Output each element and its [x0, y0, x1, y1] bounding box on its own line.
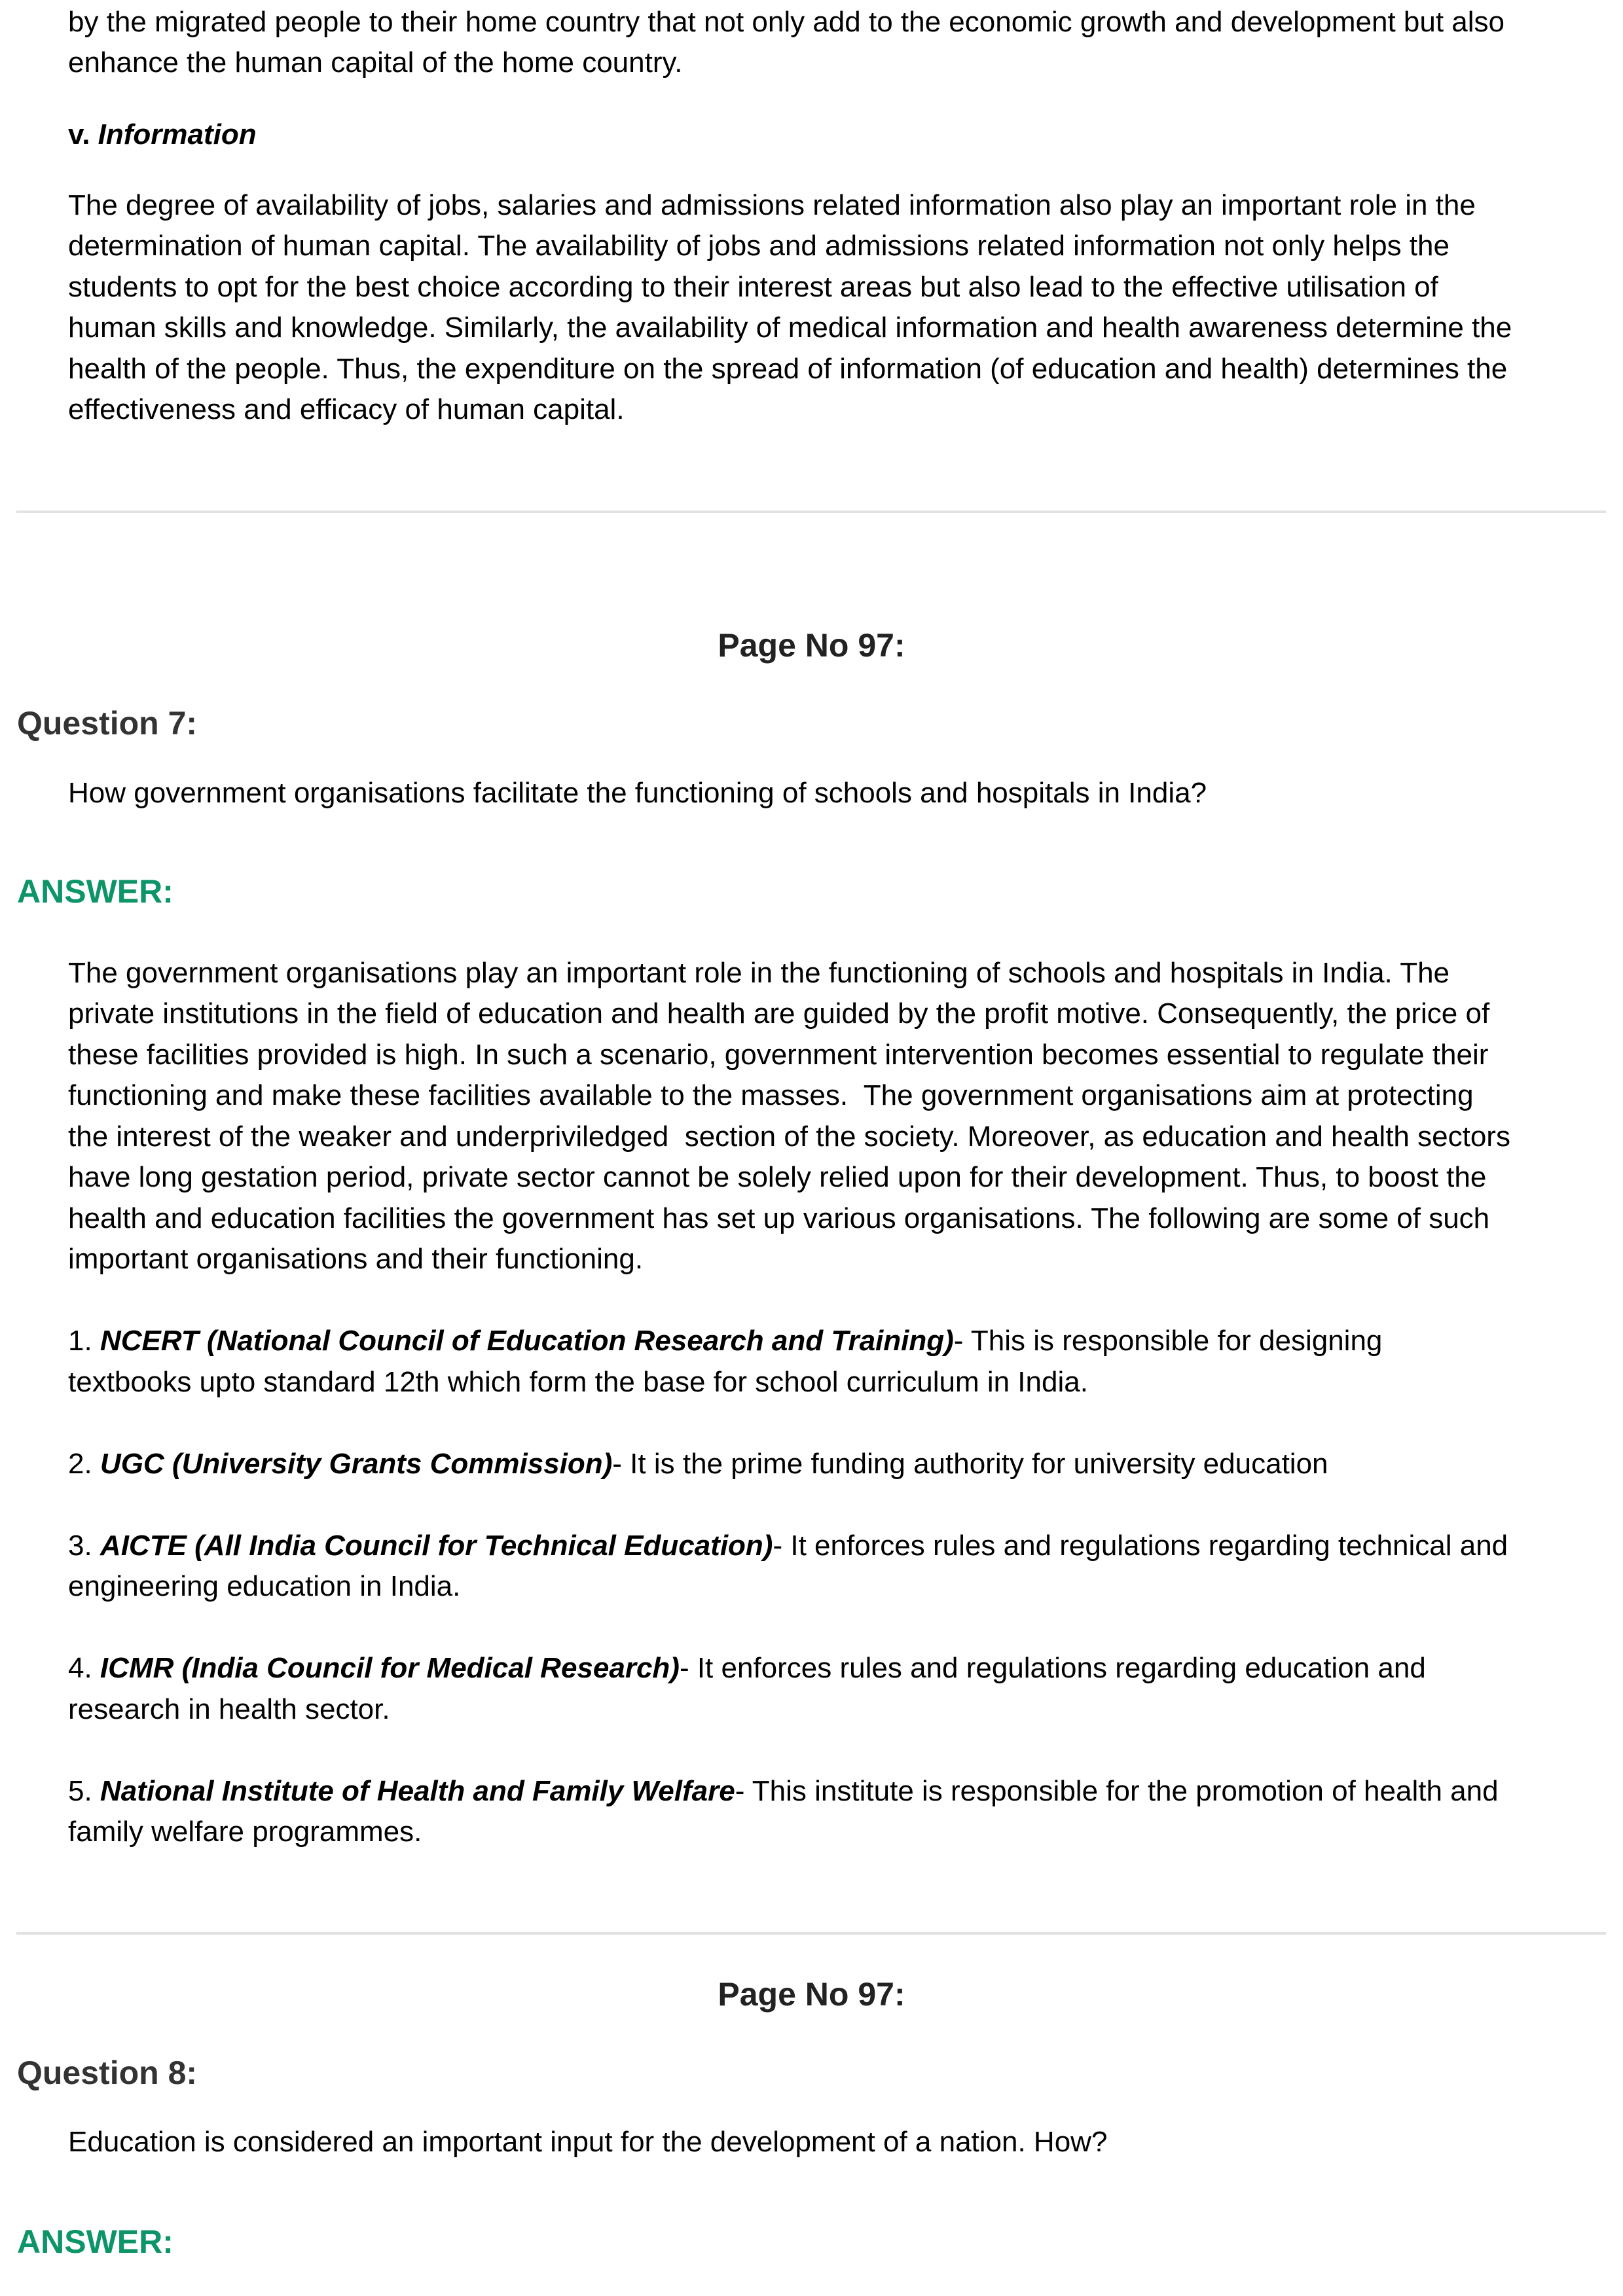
- organisation-item: [68, 1777, 1499, 1806]
- organisation-name: UGC (University Grants Commission): [100, 1448, 613, 1480]
- organisation-desc: - This is responsible for designing: [953, 1325, 1383, 1357]
- question-heading: Question 8:: [17, 2054, 198, 2091]
- organisation-desc: - It enforces rules and regulations regarding technical and: [773, 1530, 1508, 1562]
- section-number: v.: [68, 118, 98, 151]
- organisation-number: 4.: [68, 1652, 100, 1684]
- page-number-label: Page No 97:: [718, 1976, 905, 2013]
- question-heading: Question 7:: [17, 705, 198, 742]
- organisation-desc: - This institute is responsible for the promotion of health and: [735, 1775, 1499, 1807]
- organisation-number: 3.: [68, 1530, 100, 1562]
- organisation-name: NCERT (National Council of Education Research and Training): [100, 1325, 954, 1357]
- answer-line: health and education facilities the government has set up various organisations. The following are some of such: [68, 1202, 1490, 1234]
- organisation-desc-cont: textbooks upto standard 12th which form the base for school curriculum in India.: [68, 1366, 1088, 1398]
- section-line: health of the people. Thus, the expenditure on the spread of information (of education and health) determines the: [68, 353, 1508, 385]
- answer-heading: ANSWER:: [17, 2223, 173, 2260]
- page-number-label: Page No 97:: [718, 627, 905, 664]
- section-line: effectiveness and efficacy of human capital.: [68, 393, 625, 425]
- organisation-name: AICTE (All India Council for Technical Education): [100, 1530, 773, 1562]
- organisation-item: [68, 1532, 1508, 1560]
- answer-line: these facilities provided is high. In such a scenario, government intervention becomes essential to regulate their: [68, 1039, 1489, 1071]
- answer-line: important organisations and their functioning.: [68, 1243, 644, 1275]
- section-line: determination of human capital. The availability of jobs and admissions related information not only helps the: [68, 230, 1450, 262]
- answer-line: the interest of the weaker and underpriviledged section of the society. Moreover, as education and health sectors: [68, 1121, 1510, 1153]
- organisation-number: 5.: [68, 1775, 100, 1807]
- organisation-number: 1.: [68, 1325, 100, 1357]
- section-line: The degree of availability of jobs, salaries and admissions related information also play an important role in the: [68, 189, 1476, 221]
- organisation-desc-cont: family welfare programmes.: [68, 1816, 422, 1848]
- organisation-item: [68, 1450, 1328, 1479]
- organisation-item: [68, 1327, 1382, 1355]
- organisation-number: 2.: [68, 1448, 100, 1480]
- divider: [16, 1932, 1606, 1935]
- answer-line: private institutions in the field of education and health are guided by the profit motive. Consequently, the price of: [68, 997, 1490, 1030]
- section-line: human skills and knowledge. Similarly, the availability of medical information and health awareness determine the: [68, 312, 1512, 344]
- organisation-name: ICMR (India Council for Medical Research): [100, 1652, 680, 1684]
- section-heading: [68, 120, 257, 149]
- section-line: students to opt for the best choice according to their interest areas but also lead to the effective utilisation of: [68, 271, 1438, 303]
- answer-line: functioning and make these facilities available to the masses. The government organisations aim at protecting: [68, 1079, 1474, 1111]
- question-text: How government organisations facilitate the functioning of schools and hospitals in India?: [68, 777, 1207, 809]
- intro-line: enhance the human capital of the home country.: [68, 46, 683, 79]
- answer-line: The government organisations play an important role in the functioning of schools and hospitals in India. The: [68, 957, 1450, 989]
- divider: [16, 511, 1606, 513]
- answer-heading: ANSWER:: [17, 873, 173, 910]
- section-title: Information: [98, 118, 257, 151]
- organisation-desc-cont: research in health sector.: [68, 1693, 390, 1725]
- answer-line: have long gestation period, private sector cannot be solely relied upon for their development. Thus, to boost the: [68, 1161, 1487, 1193]
- organisation-item: [68, 1654, 1426, 1683]
- organisation-name: National Institute of Health and Family Welfare: [100, 1775, 735, 1807]
- organisation-desc: - It enforces rules and regulations regarding education and: [679, 1652, 1426, 1684]
- organisation-desc-cont: engineering education in India.: [68, 1570, 461, 1602]
- question-text: Education is considered an important input for the development of a nation. How?: [68, 2126, 1108, 2158]
- intro-line: by the migrated people to their home country that not only add to the economic growth and development but also: [68, 6, 1505, 38]
- organisation-desc: - It is the prime funding authority for university education: [612, 1448, 1328, 1480]
